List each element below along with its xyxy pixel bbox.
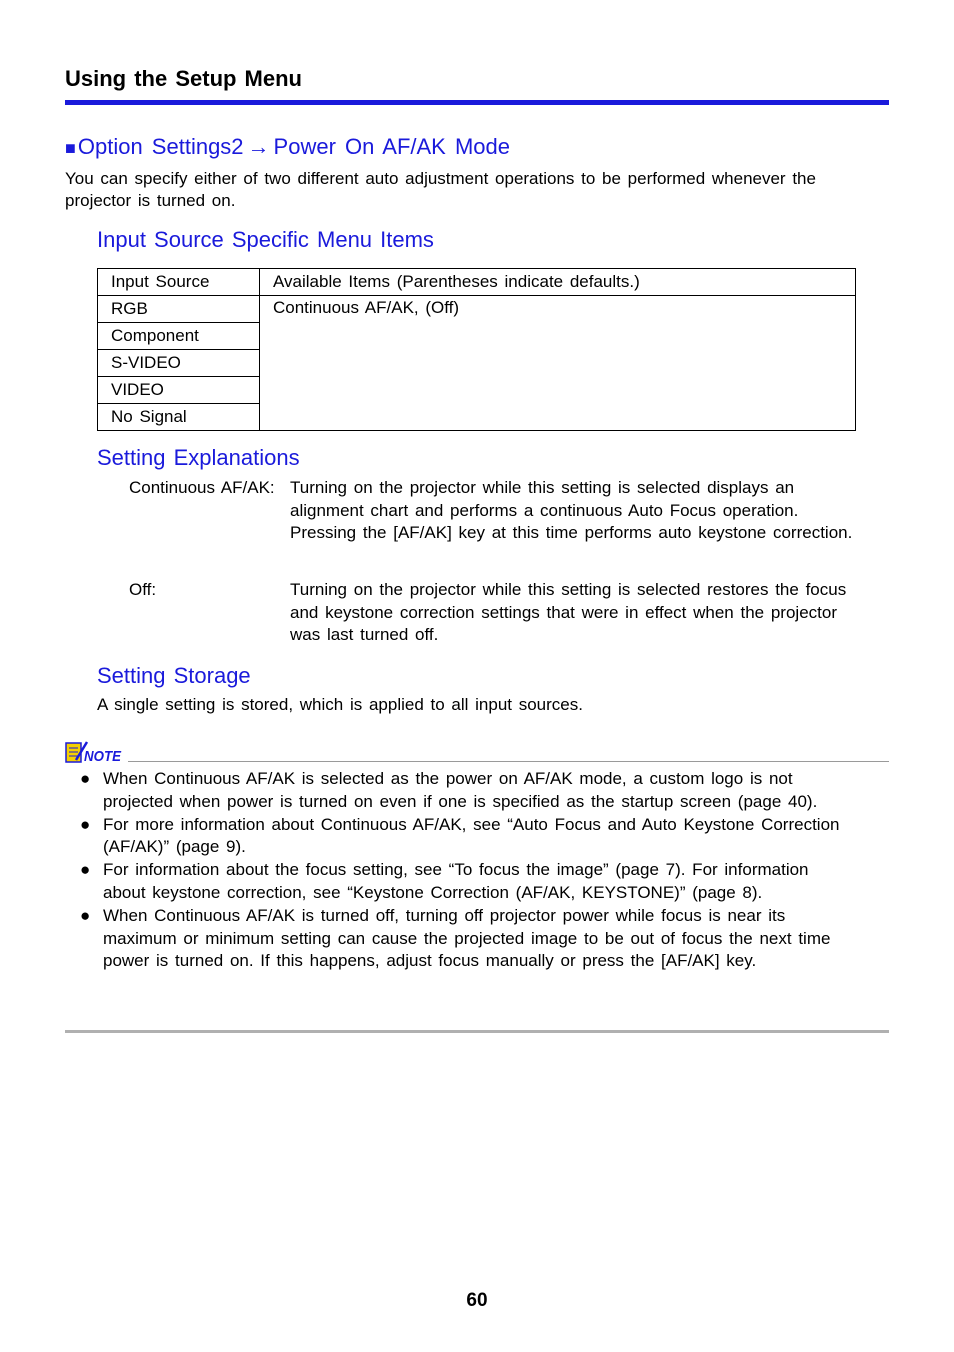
explanation-term: Off: (129, 580, 157, 599)
input-source-heading: Input Source Specific Menu Items (97, 227, 434, 252)
input-source-table (97, 268, 856, 431)
note-icon-label: NOTE (84, 748, 122, 765)
table-header-cell: Available Items (Parentheses indicate defaults.) (260, 269, 856, 296)
section-square-icon: ■ (65, 138, 76, 158)
page-header-title: Using the Setup Menu (65, 66, 302, 91)
section-menu-name: Option Settings2 (77, 134, 244, 159)
input-source-cell: RGB (98, 296, 260, 323)
setting-storage-heading: Setting Storage (97, 663, 251, 688)
note-rule (128, 761, 889, 762)
setting-storage-text: A single setting is stored, which is applied to all input sources. (97, 695, 583, 714)
setting-explanations-heading: Setting Explanations (97, 445, 300, 470)
note-list (80, 768, 855, 973)
input-source-cell: VIDEO (98, 377, 260, 404)
note-item (80, 859, 855, 905)
available-items-cell: Continuous AF/AK, (Off) (260, 296, 856, 431)
bullet-icon: ● (80, 769, 91, 788)
section-item-name: Power On AF/AK Mode (273, 134, 510, 159)
note-bottom-rule (65, 1030, 889, 1033)
note-item (80, 814, 855, 860)
note-icon (65, 740, 123, 771)
explanation-item (129, 579, 859, 647)
section-intro: You can specify either of two different auto adjustment operations to be performed whenever the projector is turned on. (65, 169, 816, 210)
note-text: For more information about Continuous AF/AK, see “Auto Focus and Auto Keystone Correction (AF/AK)” (page 9). (103, 814, 840, 857)
note-item (80, 905, 855, 973)
bullet-icon: ● (80, 860, 91, 880)
input-source-cell: Component (98, 323, 260, 350)
input-source-cell: S-VIDEO (98, 350, 260, 377)
explanation-desc: Turning on the projector while this setting is selected displays an alignment chart and performs a continuous Auto Focus operation. Pressing the [AF/AK] key at this time performs auto keystone correction. (290, 478, 853, 542)
section-title (65, 134, 510, 160)
bullet-icon: ● (80, 814, 91, 834)
header-rule (65, 100, 889, 105)
explanation-item (129, 477, 859, 545)
explanation-desc: Turning on the projector while this setting is selected restores the focus and keystone correction settings that were in effect when the projector was last turned off. (290, 580, 847, 644)
note-text: When Continuous AF/AK is turned off, turning off projector power while focus is near its maximum or minimum setting can cause the projected image to be out of focus the next time power is turned on. If this happens, adjust focus manually or press the [AF/AK] key. (103, 905, 831, 971)
table-header-cell: Input Source (98, 269, 260, 296)
table-row (98, 296, 856, 323)
bullet-icon: ● (80, 905, 91, 925)
page-number: 60 (466, 1290, 488, 1311)
note-item (80, 768, 855, 814)
note-text: When Continuous AF/AK is selected as the power on AF/AK mode, a custom logo is not projected when power is turned on even if one is specified as the startup screen (page 40). (103, 769, 818, 811)
input-source-cell: No Signal (98, 404, 260, 431)
note-text: For information about the focus setting, see “To focus the image” (page 7). For information about keystone correction, see “Keystone Correction (AF/AK, KEYSTONE)” (page 8). (103, 860, 809, 902)
explanation-term: Continuous AF/AK: (129, 478, 275, 497)
table-header-row (98, 269, 856, 296)
arrow-right-icon: → (247, 134, 270, 159)
